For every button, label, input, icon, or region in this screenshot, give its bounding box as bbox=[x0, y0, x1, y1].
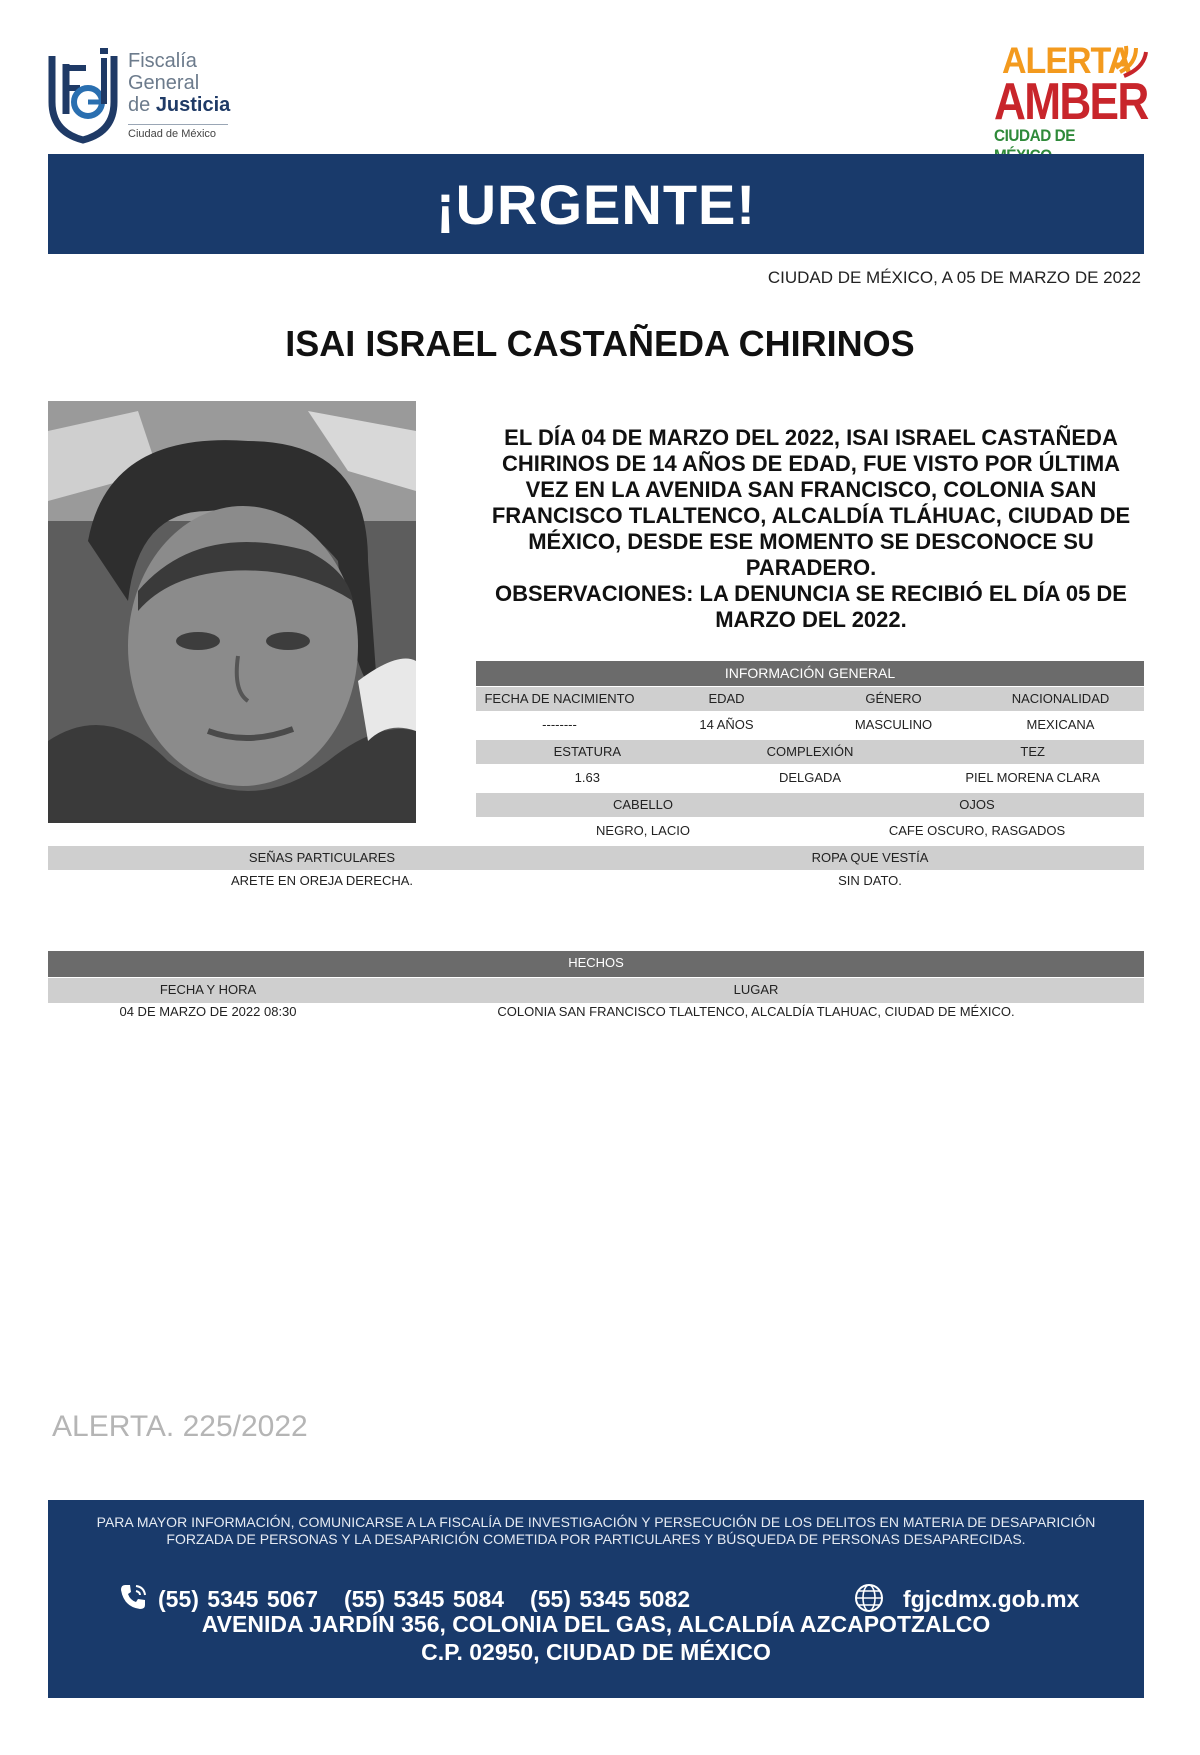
amber-logo-cdmx: CIUDAD DE bbox=[994, 126, 1075, 145]
phone-icon bbox=[118, 1582, 148, 1612]
urgent-banner bbox=[48, 154, 1144, 254]
amber-signal-icon bbox=[1112, 42, 1150, 82]
header-nationality: NACIONALIDAD bbox=[1011, 691, 1110, 706]
fgj-logo bbox=[46, 44, 246, 144]
value-height: 1.63 bbox=[574, 770, 600, 785]
facts-title: HECHOS bbox=[568, 955, 624, 970]
value-eyes: CAFE OSCURO, RASGADOS bbox=[888, 823, 1066, 838]
value-location: COLONIA SAN FRANCISCO TLALTENCO, ALCALDÍA TLAHUAC, CIUDAD DE MÉXICO. bbox=[497, 1004, 1015, 1019]
header-hair: CABELLO bbox=[613, 797, 673, 812]
missing-person-photo bbox=[48, 401, 416, 823]
general-info-row4-values bbox=[48, 869, 1144, 891]
value-nationality: MEXICANA bbox=[1026, 717, 1095, 732]
alerta-amber-logo bbox=[990, 42, 1150, 150]
value-date-time: 04 DE MARZO DE 2022 08:30 bbox=[119, 1004, 297, 1019]
footer-phones bbox=[158, 1586, 716, 1613]
fgj-logo-line1: Fiscalía bbox=[128, 50, 197, 72]
urgent-title: ¡URGENTE! bbox=[435, 172, 757, 236]
general-info-row3-values bbox=[476, 819, 1144, 843]
event-description bbox=[478, 425, 1144, 633]
value-distinguishing-marks: ARETE EN OREJA DERECHA. bbox=[230, 873, 414, 888]
phone-number-2[interactable]: (55) 5345 5084 bbox=[344, 1586, 505, 1612]
phone-number-3[interactable]: (55) 5345 5082 bbox=[530, 1586, 691, 1612]
value-complexion: PIEL MORENA CLARA bbox=[965, 770, 1100, 785]
facts-values bbox=[48, 1000, 1144, 1024]
header-complexion: TEZ bbox=[1020, 744, 1045, 759]
header-build: COMPLEXIÓN bbox=[766, 744, 854, 759]
contact-footer bbox=[48, 1500, 1144, 1698]
fgj-emblem-icon bbox=[46, 44, 120, 144]
value-hair: NEGRO, LACIO bbox=[596, 823, 690, 838]
missing-person-name: ISAI ISRAEL CASTAÑEDA CHIRINOS bbox=[285, 323, 915, 364]
fgj-logo-line2: General bbox=[128, 72, 200, 94]
observations-text: OBSERVACIONES: LA DENUNCIA SE RECIBIÓ EL DÍA 05 DE MARZO DEL 2022. bbox=[495, 581, 1127, 632]
fgj-logo-line3-bold: Justicia bbox=[155, 94, 231, 116]
general-info-row4-headers bbox=[48, 846, 1144, 870]
description-text: EL DÍA 04 DE MARZO DEL 2022, ISAI ISRAEL CASTAÑEDA CHIRINOS DE 14 AÑOS DE EDAD, FUE VISTO POR ÚLTIMA VEZ EN LA AVENIDA SAN FRANCISCO, COLONIA SAN FRANCISCO TLALTENCO, ALCALDÍA TLÁHUAC, CIUDAD DE MÉXICO, DESDE ESE MOMENTO SE DESCONOCE SU PARADERO. bbox=[491, 425, 1131, 580]
header-gender: GÉNERO bbox=[865, 691, 922, 706]
issue-date: CIUDAD DE MÉXICO, A 05 DE MARZO DE 2022 bbox=[767, 268, 1141, 287]
header-clothing: ROPA QUE VESTÍA bbox=[811, 850, 929, 865]
facts-title-row bbox=[48, 951, 1144, 977]
footer-info-line1: PARA MAYOR INFORMACIÓN, COMUNICARSE A LA FISCALÍA DE INVESTIGACIÓN Y PERSECUCIÓN DE LOS DELITOS EN MATERIA DE DESAPARICIÓN bbox=[96, 1514, 1096, 1530]
amber-logo-alerta: ALERTA bbox=[1002, 40, 1132, 82]
header-height: ESTATURA bbox=[553, 744, 622, 759]
fgj-logo-line3 bbox=[128, 94, 230, 116]
header-eyes: OJOS bbox=[959, 797, 995, 812]
phone-number-1[interactable]: (55) 5345 5067 bbox=[158, 1586, 319, 1612]
general-info-row1-headers bbox=[476, 687, 1144, 711]
amber-logo-amber: AMBER bbox=[994, 73, 1148, 131]
address-line2: C.P. 02950, CIUDAD DE MÉXICO bbox=[421, 1639, 771, 1665]
footer-website-link[interactable]: fgjcdmx.gob.mx bbox=[903, 1586, 1080, 1612]
header-date-time: FECHA Y HORA bbox=[159, 982, 257, 997]
fgj-logo-subtitle: Ciudad de México bbox=[128, 128, 217, 140]
value-age: 14 AÑOS bbox=[699, 717, 754, 732]
address-line1: AVENIDA JARDÍN 356, COLONIA DEL GAS, ALCALDÍA AZCAPOTZALCO bbox=[201, 1611, 991, 1637]
header-birthdate: FECHA DE NACIMIENTO bbox=[484, 691, 635, 706]
general-info-row3-headers bbox=[476, 793, 1144, 817]
header-age: EDAD bbox=[708, 691, 745, 706]
general-info-title: INFORMACIÓN GENERAL bbox=[476, 661, 1144, 686]
fgj-logo-text bbox=[128, 50, 230, 116]
value-birthdate: -------- bbox=[542, 717, 577, 732]
general-info-row2-headers bbox=[476, 740, 1144, 764]
general-info-row1-values bbox=[476, 713, 1144, 737]
fgj-logo-divider bbox=[128, 124, 228, 125]
value-clothing: SIN DATO. bbox=[838, 873, 902, 888]
footer-info-line2: FORZADA DE PERSONAS Y LA DESAPARICIÓN COMETIDA POR PARTICULARES Y BÚSQUEDA DE PERSONAS DESAPARECIDAS. bbox=[166, 1531, 1026, 1547]
value-build: DELGADA bbox=[778, 770, 842, 785]
footer-info bbox=[48, 1514, 1144, 1548]
footer-address bbox=[48, 1610, 1144, 1666]
value-gender: MASCULINO bbox=[854, 717, 933, 732]
header-distinguishing-marks: SEÑAS PARTICULARES bbox=[248, 850, 396, 865]
general-info-row2-values bbox=[476, 766, 1144, 790]
header-location: LUGAR bbox=[733, 982, 779, 997]
fgj-logo-line3-prefix: de bbox=[128, 94, 156, 116]
portrait-image bbox=[48, 401, 416, 823]
alert-number: ALERTA. 225/2022 bbox=[52, 1410, 308, 1443]
